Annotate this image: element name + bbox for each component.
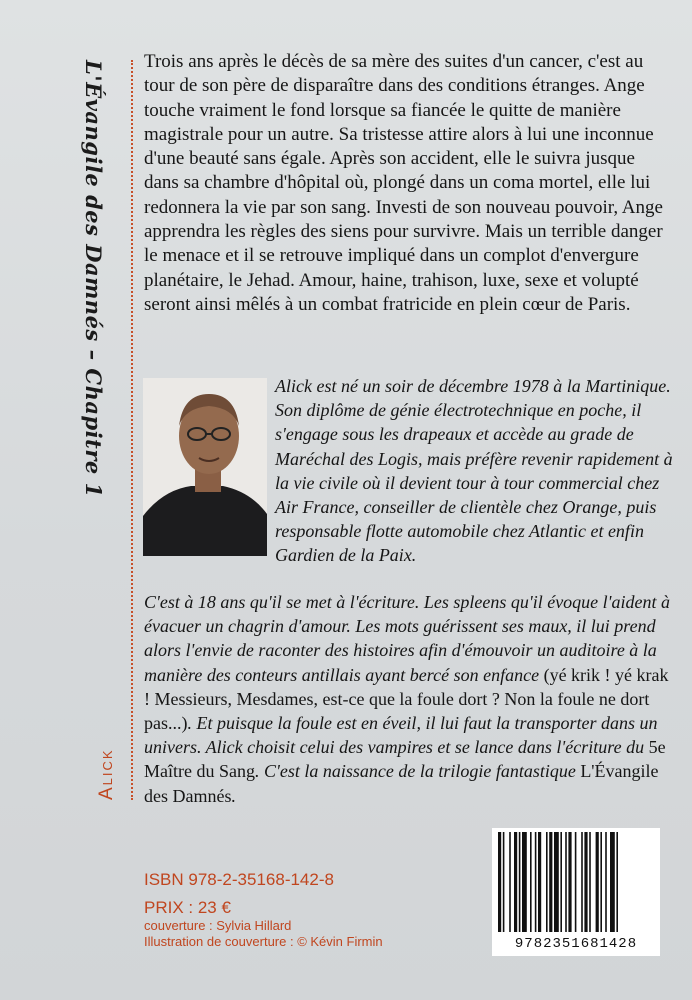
barcode-bar [519, 832, 521, 932]
bio-text-segment: . [231, 785, 236, 806]
synopsis-text: Trois ans après le décès de sa mère des suites d'un cancer, c'est au tour de son père de disparaître dans des conditions étranges. Ange touche vraiment le fond lorsque sa fiancée le quitte de manière magistrale pour un autre. Sa tristesse attire alors à lui une inconnue d'une beauté sans égale. Après son accident, elle le suivra jusque dans sa chambre d'hôpital où, plongé dans un coma mortel, elle lui redonnera la vie par son sang. Investi de son nouveau pouvoir, Ange apprendra les règles des siens pour survivre. Mais un terrible danger le menace et il se retrouve impliqué dans un complot d'envergure planétaire, le Jehad. Amour, haine, trahison, luxe, sexe et volupté seront ainsi mêlés à un combat fratricide en plein cœur de Paris. [144, 51, 663, 315]
dotted-divider [131, 60, 133, 800]
bio-text-segment: . C'est la naissance de la trilogie fantastique [254, 761, 581, 782]
barcode-bar [546, 832, 548, 932]
barcode-bar [498, 832, 501, 932]
barcode-bar [596, 832, 599, 932]
author-portrait-image [143, 378, 267, 556]
barcode-bar [514, 832, 517, 932]
barcode-bars [492, 828, 660, 936]
bio-book-title-1: 5e Maître du Sang [144, 737, 666, 782]
barcode-bar [503, 832, 505, 932]
barcode-bar [554, 832, 559, 932]
author-bio-intro: Alick est né un soir de décembre 1978 à la Martinique. Son diplôme de génie électrotechnique en poche, il s'engage sous les drapeaux et accède au grade de Maréchal des Logis, mais préfère revenir rapidement à la vie civile où il devient tour à tour commercial chez Air France, conseiller de clientèle chez Orange, puis responsable flotte automobile chez Atlantic et enfin Gardien de la Paix. [275, 376, 673, 566]
barcode-bar [575, 832, 577, 932]
barcode-bar [600, 832, 602, 932]
barcode [492, 828, 660, 956]
price: PRIX : 23 € [144, 898, 231, 917]
barcode-bar [509, 832, 511, 932]
vertical-book-title: L'Évangile des Damnés – Chapitre 1 [81, 60, 106, 498]
barcode-bar [568, 832, 571, 932]
barcode-bar [584, 832, 587, 932]
barcode-bar [560, 832, 562, 932]
author-bio-writing [144, 590, 674, 808]
barcode-bar [535, 832, 537, 932]
barcode-bar [616, 832, 618, 932]
illustration-credit: Illustration de couverture : © Kévin Firmin [144, 934, 383, 949]
bio-book-title-2: L'Évangile des Damnés [144, 761, 659, 806]
publication-info [144, 870, 383, 950]
cover-credit: couverture : Sylvia Hillard [144, 918, 292, 933]
barcode-number: 9782351681428 [514, 936, 638, 952]
bio-text-segment: . Et puisque la foule est en éveil, il lui faut la transporter dans un univers. Alick choisit celui des vampires et se lance dans l'écriture du [144, 713, 658, 758]
barcode-bar [589, 832, 591, 932]
bio-text-segment: C'est à 18 ans qu'il se met à l'écriture. Les spleens qu'il évoque l'aident à évacuer un chagrin d'amour. Les mots guérissent ses maux, il lui prend alors l'envie de raconter des histoires afin d'émouvoir un auditoire à la manière des conteurs antillais ayant bercé son enfance [144, 592, 671, 685]
barcode-bar [605, 832, 607, 932]
barcode-bar [610, 832, 615, 932]
bio-creole-quote: (yé krik ! yé krak ! Messieurs, Mesdames, est-ce que la foule dort ? Non la foule ne dort pas...) [144, 664, 669, 734]
author-photo [143, 378, 267, 556]
vertical-author-name: Alick [96, 748, 117, 800]
barcode-bar [530, 832, 532, 932]
barcode-bar [565, 832, 567, 932]
barcode-bar [522, 832, 527, 932]
isbn: ISBN 978-2-35168-142-8 [144, 870, 334, 889]
barcode-bar [581, 832, 583, 932]
barcode-bar [538, 832, 541, 932]
barcode-bar [549, 832, 552, 932]
